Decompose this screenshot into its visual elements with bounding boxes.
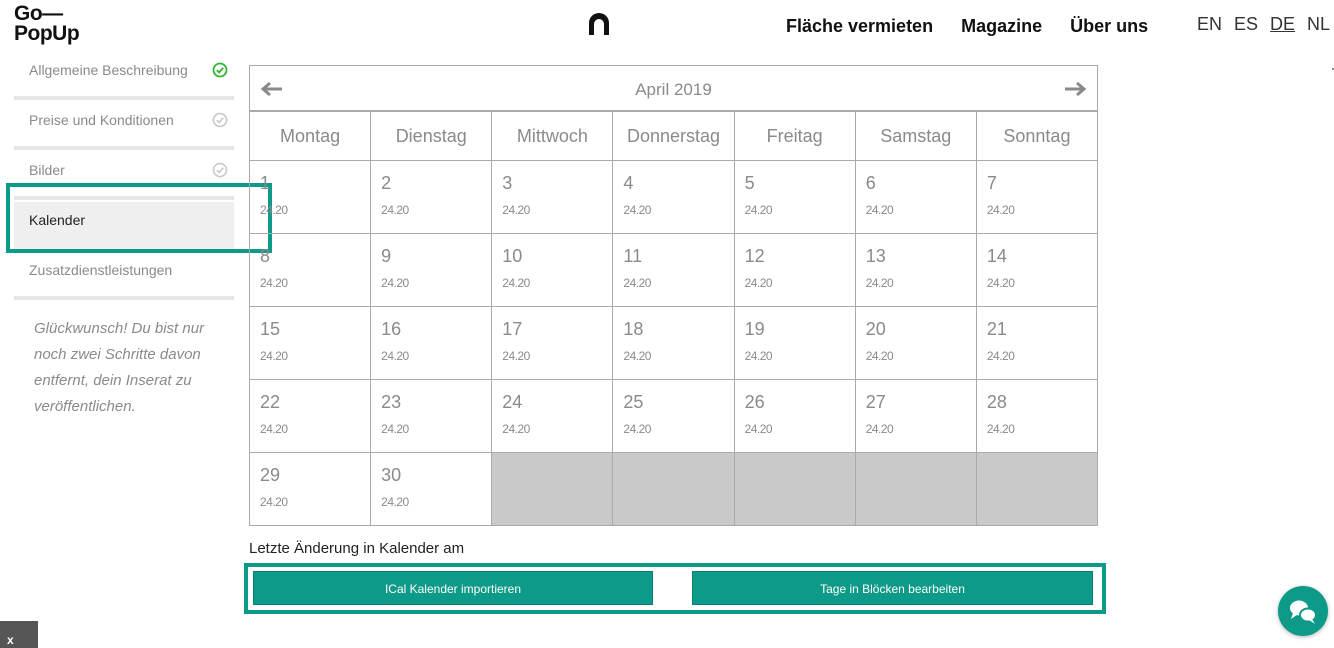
calendar-grid — [249, 111, 1098, 526]
day-number: 27 — [865, 392, 886, 412]
day-price: 24.20 — [986, 422, 1015, 436]
day-price: 24.20 — [986, 349, 1015, 363]
active-step-highlight — [6, 183, 272, 253]
day-number: 20 — [865, 319, 886, 339]
day-number: 13 — [865, 246, 886, 266]
day-price: 24.20 — [381, 422, 409, 436]
calendar-day-cell[interactable] — [492, 161, 613, 234]
ical-import-button[interactable]: ICal Kalender importieren — [253, 571, 653, 605]
day-number: 14 — [986, 246, 1007, 266]
day-number: 2 — [381, 173, 392, 193]
calendar-day-cell[interactable] — [855, 380, 976, 453]
calendar-month-title: April 2019 — [635, 80, 712, 99]
calendar-day-cell[interactable] — [492, 234, 613, 307]
calendar-day-cell[interactable] — [613, 307, 734, 380]
step-label: Allgemeine Beschreibung — [29, 62, 188, 78]
availability-calendar — [249, 65, 1098, 526]
logo-line-2: PopUp — [14, 22, 80, 45]
day-price: 24.20 — [744, 203, 773, 217]
calendar-day-cell[interactable] — [976, 307, 1097, 380]
nav-ueber-uns[interactable]: Über uns — [1070, 15, 1149, 36]
day-price: 24.20 — [744, 349, 773, 363]
calendar-week-row — [250, 161, 1098, 234]
day-price: 24.20 — [502, 349, 530, 363]
weekday-row — [250, 112, 1098, 161]
calendar-week-row — [250, 380, 1098, 453]
calendar-day-cell[interactable] — [976, 234, 1097, 307]
day-number: 25 — [623, 392, 644, 412]
calendar-empty-cell — [976, 453, 1097, 526]
calendar-day-cell[interactable] — [371, 307, 492, 380]
arrow-right-icon[interactable] — [1063, 80, 1087, 98]
calendar-empty-cell — [492, 453, 613, 526]
chat-bubbles-icon — [1278, 586, 1328, 636]
check-circle-pending-icon — [212, 112, 228, 128]
day-price: 24.20 — [865, 276, 894, 290]
gopopup-logo[interactable] — [14, 4, 79, 44]
day-price: 24.20 — [623, 203, 651, 217]
close-overlay-button[interactable] — [0, 621, 38, 648]
weekday-header: Samstag — [855, 112, 976, 161]
day-price: 24.20 — [260, 422, 288, 436]
lang-es[interactable]: ES — [1234, 14, 1259, 34]
step-preise-und-konditionen[interactable] — [14, 102, 234, 150]
step-allgemeine-beschreibung[interactable] — [14, 52, 234, 100]
day-price: 24.20 — [502, 203, 530, 217]
calendar-day-cell[interactable] — [734, 234, 855, 307]
day-price: 24.20 — [381, 203, 409, 217]
user-profile-icon[interactable] — [586, 12, 612, 36]
close-label: x — [7, 633, 14, 647]
weekday-header: Mittwoch — [492, 112, 613, 161]
calendar-day-cell[interactable] — [613, 161, 734, 234]
day-price: 24.20 — [502, 276, 530, 290]
day-number: 11 — [623, 246, 643, 266]
calendar-day-cell[interactable] — [976, 380, 1097, 453]
congrats-message: Glückwunsch! Du bist nur noch zwei Schritte davon entfernt, dein Inserat zu veröffentlichen. — [34, 320, 205, 415]
lang-de[interactable]: DE — [1270, 14, 1296, 34]
day-number: 18 — [623, 319, 644, 339]
day-price: 24.20 — [744, 276, 773, 290]
calendar-day-cell[interactable] — [250, 161, 371, 234]
day-price: 24.20 — [260, 349, 288, 363]
day-number: 30 — [381, 465, 402, 485]
calendar-empty-cell — [613, 453, 734, 526]
day-number: 23 — [381, 392, 402, 412]
last-change-label: Letzte Änderung in Kalender am — [249, 540, 465, 557]
check-circle-pending-icon — [212, 162, 228, 178]
calendar-day-cell[interactable] — [734, 307, 855, 380]
nav-magazine[interactable]: Magazine — [961, 15, 1043, 36]
calendar-day-cell[interactable] — [734, 380, 855, 453]
day-price: 24.20 — [623, 422, 651, 436]
calendar-day-cell[interactable] — [855, 161, 976, 234]
calendar-day-cell[interactable] — [371, 234, 492, 307]
day-number: 19 — [744, 319, 765, 339]
day-number: 21 — [986, 319, 1007, 339]
day-price: 24.20 — [260, 495, 288, 509]
day-number: 17 — [502, 319, 523, 339]
calendar-day-cell[interactable] — [250, 234, 371, 307]
calendar-day-cell[interactable] — [613, 380, 734, 453]
day-price: 24.20 — [623, 276, 651, 290]
day-number: 28 — [986, 392, 1007, 412]
calendar-day-cell[interactable] — [492, 307, 613, 380]
weekday-header: Freitag — [734, 112, 855, 161]
weekday-header: Montag — [250, 112, 371, 161]
day-price: 24.20 — [381, 349, 409, 363]
calendar-day-cell[interactable] — [976, 161, 1097, 234]
day-number: 1 — [260, 173, 271, 193]
step-label: Kalender — [29, 212, 86, 228]
edit-blocks-button[interactable]: Tage in Blöcken bearbeiten — [692, 571, 1093, 605]
day-price: 24.20 — [986, 276, 1015, 290]
calendar-day-cell[interactable] — [855, 307, 976, 380]
calendar-day-cell[interactable] — [250, 453, 371, 526]
logo-line-1: Go— — [14, 2, 63, 25]
day-number: 5 — [744, 173, 755, 193]
lang-nl[interactable]: NL — [1307, 14, 1331, 34]
day-number: 29 — [260, 465, 281, 485]
day-number: 10 — [502, 246, 523, 266]
nav-flaeche-vermieten[interactable]: Fläche vermieten — [786, 15, 934, 36]
day-number: 9 — [381, 246, 392, 266]
day-price: 24.20 — [865, 422, 894, 436]
day-price: 24.20 — [623, 349, 651, 363]
calendar-day-cell[interactable] — [492, 380, 613, 453]
lang-en[interactable]: EN — [1197, 14, 1223, 34]
calendar-day-cell[interactable] — [613, 234, 734, 307]
day-number: 7 — [986, 173, 997, 193]
day-number: 16 — [381, 319, 402, 339]
calendar-header — [249, 65, 1098, 111]
calendar-empty-cell — [734, 453, 855, 526]
language-switcher — [1197, 14, 1334, 35]
calendar-day-cell[interactable] — [371, 161, 492, 234]
calendar-day-cell[interactable] — [371, 453, 492, 526]
day-number: 22 — [260, 392, 281, 412]
check-circle-complete-icon — [212, 62, 228, 78]
day-number: 12 — [744, 246, 765, 266]
calendar-day-cell[interactable] — [371, 380, 492, 453]
step-label: Zusatzdienstleistungen — [29, 262, 173, 278]
day-price: 24.20 — [865, 203, 894, 217]
calendar-body — [250, 161, 1098, 526]
day-price: 24.20 — [502, 422, 530, 436]
calendar-day-cell[interactable] — [250, 380, 371, 453]
calendar-day-cell[interactable] — [734, 161, 855, 234]
calendar-empty-cell — [855, 453, 976, 526]
day-number: 4 — [623, 173, 634, 193]
calendar-day-cell[interactable] — [250, 307, 371, 380]
calendar-week-row — [250, 234, 1098, 307]
weekday-header: Dienstag — [371, 112, 492, 161]
step-label: Bilder — [29, 162, 65, 178]
day-number: 24 — [502, 392, 523, 412]
day-price: 24.20 — [865, 349, 894, 363]
listing-steps-sidebar — [14, 52, 234, 302]
day-price: 24.20 — [260, 203, 288, 217]
calendar-week-row — [250, 307, 1098, 380]
step-label: Preise und Konditionen — [29, 112, 174, 128]
chat-button[interactable] — [1278, 586, 1328, 636]
day-number: 8 — [260, 246, 271, 266]
day-number: 6 — [865, 173, 876, 193]
day-number: 15 — [260, 319, 281, 339]
day-price: 24.20 — [260, 276, 288, 290]
day-number: 3 — [502, 173, 513, 193]
step-zusatzdienstleistungen[interactable] — [14, 252, 234, 300]
day-price: 24.20 — [381, 495, 409, 509]
day-price: 24.20 — [381, 276, 409, 290]
weekday-header: Sonntag — [976, 112, 1097, 161]
day-price: 24.20 — [744, 422, 773, 436]
weekday-header: Donnerstag — [613, 112, 734, 161]
calendar-week-row — [250, 453, 1098, 526]
day-number: 26 — [744, 392, 765, 412]
calendar-day-cell[interactable] — [855, 234, 976, 307]
main-nav — [786, 14, 1176, 38]
day-price: 24.20 — [986, 203, 1015, 217]
